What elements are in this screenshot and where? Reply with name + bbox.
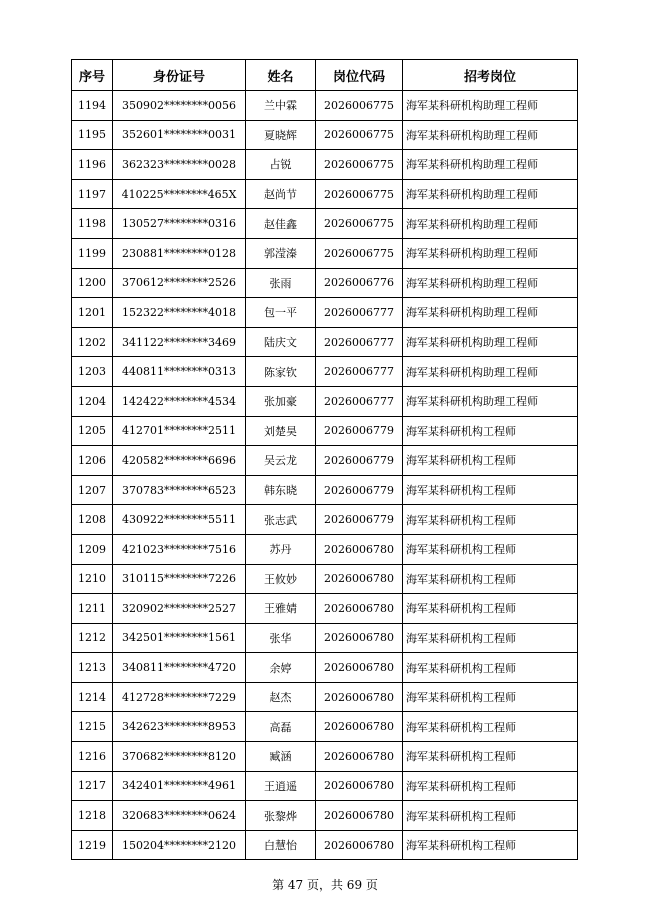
table-row: [72, 742, 578, 772]
cell-id-number: 440811********0313: [113, 357, 246, 387]
cell-position-code: 2026006776: [316, 268, 403, 298]
cell-position-code: 2026006780: [316, 742, 403, 772]
cell-serial: 1195: [72, 120, 113, 150]
cell-name: 王雅婧: [246, 594, 316, 624]
cell-position-code: 2026006780: [316, 712, 403, 742]
cell-serial: 1213: [72, 653, 113, 683]
cell-position-code: 2026006780: [316, 564, 403, 594]
table-row: [72, 150, 578, 180]
cell-position-code: 2026006777: [316, 298, 403, 328]
cell-position: 海军某科研机构工程师: [403, 712, 578, 742]
table-row: [72, 505, 578, 535]
cell-position: 海军某科研机构助理工程师: [403, 327, 578, 357]
cell-id-number: 370783********6523: [113, 475, 246, 505]
cell-serial: 1200: [72, 268, 113, 298]
cell-position: 海军某科研机构助理工程师: [403, 298, 578, 328]
cell-serial: 1203: [72, 357, 113, 387]
cell-name: 陈家钦: [246, 357, 316, 387]
cell-name: 占锐: [246, 150, 316, 180]
cell-name: 夏晓辉: [246, 120, 316, 150]
cell-name: 苏丹: [246, 534, 316, 564]
cell-serial: 1216: [72, 742, 113, 772]
cell-id-number: 350902********0056: [113, 91, 246, 121]
cell-id-number: 410225********465X: [113, 179, 246, 209]
cell-position-code: 2026006777: [316, 357, 403, 387]
cell-position: 海军某科研机构助理工程师: [403, 91, 578, 121]
header-name: 姓名: [246, 60, 316, 91]
header-id-number: 身份证号: [113, 60, 246, 91]
cell-position-code: 2026006775: [316, 209, 403, 239]
table-row: [72, 238, 578, 268]
cell-position: 海军某科研机构工程师: [403, 742, 578, 772]
cell-id-number: 150204********2120: [113, 830, 246, 860]
table-row: [72, 446, 578, 476]
header-serial: 序号: [72, 60, 113, 91]
cell-name: 张雨: [246, 268, 316, 298]
cell-position: 海军某科研机构助理工程师: [403, 209, 578, 239]
cell-id-number: 430922********5511: [113, 505, 246, 535]
table-row: [72, 653, 578, 683]
cell-name: 张黎烨: [246, 801, 316, 831]
table-row: [72, 268, 578, 298]
cell-position: 海军某科研机构工程师: [403, 653, 578, 683]
cell-position-code: 2026006775: [316, 238, 403, 268]
cell-position-code: 2026006777: [316, 386, 403, 416]
cell-serial: 1201: [72, 298, 113, 328]
table-row: [72, 534, 578, 564]
cell-position-code: 2026006779: [316, 505, 403, 535]
cell-name: 赵杰: [246, 682, 316, 712]
cell-serial: 1202: [72, 327, 113, 357]
table-row: [72, 830, 578, 860]
cell-position-code: 2026006775: [316, 120, 403, 150]
table-row: [72, 386, 578, 416]
cell-position: 海军某科研机构助理工程师: [403, 120, 578, 150]
cell-id-number: 320902********2527: [113, 594, 246, 624]
header-position-code: 岗位代码: [316, 60, 403, 91]
table-header: [72, 60, 578, 91]
cell-name: 包一平: [246, 298, 316, 328]
cell-name: 郭滢溱: [246, 238, 316, 268]
cell-id-number: 412701********2511: [113, 416, 246, 446]
table-row: [72, 682, 578, 712]
cell-position: 海军某科研机构工程师: [403, 771, 578, 801]
cell-id-number: 352601********0031: [113, 120, 246, 150]
cell-position-code: 2026006780: [316, 534, 403, 564]
cell-name: 兰中霖: [246, 91, 316, 121]
cell-position: 海军某科研机构工程师: [403, 564, 578, 594]
cell-serial: 1197: [72, 179, 113, 209]
cell-position: 海军某科研机构助理工程师: [403, 238, 578, 268]
cell-name: 张华: [246, 623, 316, 653]
cell-id-number: 340811********4720: [113, 653, 246, 683]
table-row: [72, 416, 578, 446]
cell-serial: 1218: [72, 801, 113, 831]
cell-serial: 1215: [72, 712, 113, 742]
cell-position: 海军某科研机构工程师: [403, 534, 578, 564]
cell-position-code: 2026006780: [316, 771, 403, 801]
cell-position: 海军某科研机构工程师: [403, 830, 578, 860]
cell-serial: 1196: [72, 150, 113, 180]
table-body: [72, 91, 578, 860]
header-row: [72, 60, 578, 91]
cell-serial: 1204: [72, 386, 113, 416]
cell-position-code: 2026006775: [316, 150, 403, 180]
cell-position-code: 2026006775: [316, 91, 403, 121]
cell-position: 海军某科研机构工程师: [403, 416, 578, 446]
cell-position-code: 2026006779: [316, 416, 403, 446]
table-row: [72, 771, 578, 801]
cell-position-code: 2026006780: [316, 653, 403, 683]
cell-position: 海军某科研机构工程师: [403, 682, 578, 712]
cell-id-number: 420582********6696: [113, 446, 246, 476]
cell-name: 王逍遥: [246, 771, 316, 801]
cell-serial: 1194: [72, 91, 113, 121]
cell-position: 海军某科研机构工程师: [403, 475, 578, 505]
table-row: [72, 712, 578, 742]
header-position: 招考岗位: [403, 60, 578, 91]
cell-name: 臧涵: [246, 742, 316, 772]
cell-serial: 1206: [72, 446, 113, 476]
cell-id-number: 370612********2526: [113, 268, 246, 298]
cell-name: 白慧怡: [246, 830, 316, 860]
cell-name: 吴云龙: [246, 446, 316, 476]
cell-serial: 1205: [72, 416, 113, 446]
cell-position-code: 2026006780: [316, 682, 403, 712]
cell-id-number: 342401********4961: [113, 771, 246, 801]
table-row: [72, 120, 578, 150]
table-row: [72, 209, 578, 239]
table-row: [72, 91, 578, 121]
cell-position: 海军某科研机构助理工程师: [403, 386, 578, 416]
cell-name: 张志武: [246, 505, 316, 535]
cell-name: 陆庆文: [246, 327, 316, 357]
cell-serial: 1209: [72, 534, 113, 564]
cell-id-number: 342501********1561: [113, 623, 246, 653]
cell-name: 余婷: [246, 653, 316, 683]
cell-position-code: 2026006780: [316, 830, 403, 860]
cell-position: 海军某科研机构助理工程师: [403, 357, 578, 387]
cell-position: 海军某科研机构工程师: [403, 505, 578, 535]
cell-id-number: 362323********0028: [113, 150, 246, 180]
cell-id-number: 230881********0128: [113, 238, 246, 268]
cell-id-number: 341122********3469: [113, 327, 246, 357]
cell-name: 张加豪: [246, 386, 316, 416]
cell-position: 海军某科研机构工程师: [403, 623, 578, 653]
cell-id-number: 370682********8120: [113, 742, 246, 772]
cell-id-number: 320683********0624: [113, 801, 246, 831]
cell-name: 赵尚节: [246, 179, 316, 209]
cell-position: 海军某科研机构工程师: [403, 446, 578, 476]
table-row: [72, 475, 578, 505]
cell-serial: 1211: [72, 594, 113, 624]
table-row: [72, 801, 578, 831]
cell-serial: 1219: [72, 830, 113, 860]
cell-position-code: 2026006777: [316, 327, 403, 357]
cell-serial: 1214: [72, 682, 113, 712]
cell-position: 海军某科研机构助理工程师: [403, 150, 578, 180]
candidate-table: [71, 59, 578, 860]
cell-position: 海军某科研机构工程师: [403, 801, 578, 831]
cell-name: 韩东晓: [246, 475, 316, 505]
cell-position-code: 2026006779: [316, 446, 403, 476]
cell-id-number: 130527********0316: [113, 209, 246, 239]
cell-id-number: 412728********7229: [113, 682, 246, 712]
cell-position-code: 2026006780: [316, 594, 403, 624]
cell-serial: 1210: [72, 564, 113, 594]
cell-serial: 1212: [72, 623, 113, 653]
table-row: [72, 179, 578, 209]
cell-id-number: 342623********8953: [113, 712, 246, 742]
cell-id-number: 142422********4534: [113, 386, 246, 416]
cell-id-number: 421023********7516: [113, 534, 246, 564]
cell-name: 王攸妙: [246, 564, 316, 594]
cell-position: 海军某科研机构助理工程师: [403, 268, 578, 298]
cell-serial: 1199: [72, 238, 113, 268]
cell-position: 海军某科研机构工程师: [403, 594, 578, 624]
table-row: [72, 594, 578, 624]
cell-serial: 1207: [72, 475, 113, 505]
cell-position-code: 2026006775: [316, 179, 403, 209]
cell-name: 赵佳鑫: [246, 209, 316, 239]
cell-name: 刘楚昊: [246, 416, 316, 446]
cell-id-number: 310115********7226: [113, 564, 246, 594]
cell-position-code: 2026006780: [316, 623, 403, 653]
table-row: [72, 327, 578, 357]
cell-position-code: 2026006780: [316, 801, 403, 831]
table-row: [72, 623, 578, 653]
table-row: [72, 298, 578, 328]
cell-id-number: 152322********4018: [113, 298, 246, 328]
page-footer: 第 47 页，共 69 页: [272, 878, 378, 892]
table-row: [72, 357, 578, 387]
cell-name: 高磊: [246, 712, 316, 742]
cell-serial: 1198: [72, 209, 113, 239]
cell-position: 海军某科研机构助理工程师: [403, 179, 578, 209]
table-row: [72, 564, 578, 594]
cell-position-code: 2026006779: [316, 475, 403, 505]
cell-serial: 1217: [72, 771, 113, 801]
cell-serial: 1208: [72, 505, 113, 535]
